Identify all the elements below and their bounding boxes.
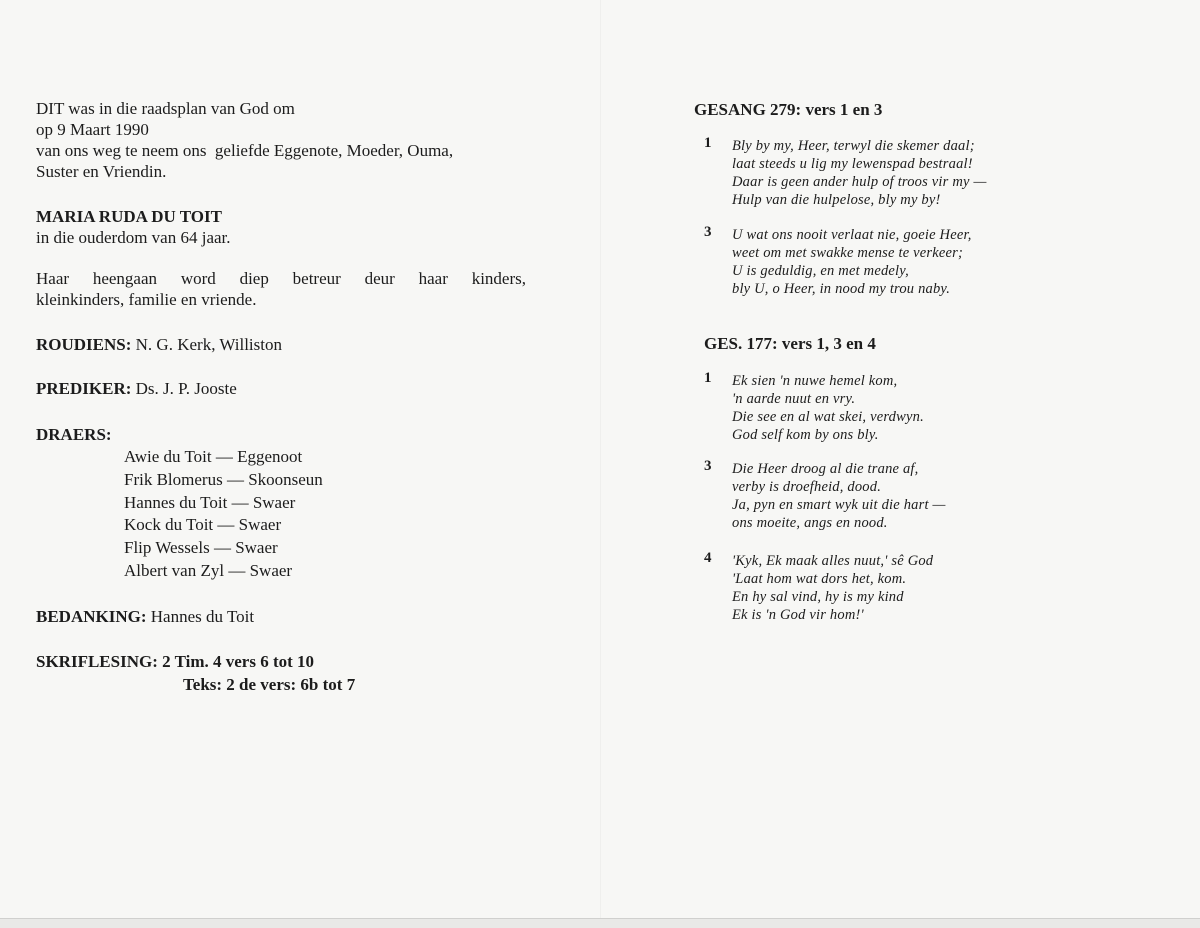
draers-heading: DRAERS:	[36, 425, 112, 444]
roudiens-label: ROUDIENS:	[36, 335, 132, 354]
teks-line: Teks: 2 de vers: 6b tot 7	[183, 675, 356, 694]
mourning-line: kleinkinders, familie en vriende.	[36, 290, 257, 309]
verse-line: U is geduldig, en met medely,	[732, 263, 909, 279]
bearer-item: Awie du Toit — Eggenoot	[124, 447, 303, 466]
verse-number: 3	[704, 224, 712, 240]
verse-line: Die see en al wat skei, verdwyn.	[732, 409, 924, 425]
verse-line: God self kom by ons bly.	[732, 427, 879, 443]
verse-line: U wat ons nooit verlaat nie, goeie Heer,	[732, 227, 972, 243]
hymn2-title: GES. 177: vers 1, 3 en 4	[704, 334, 876, 353]
prediker-row	[36, 378, 237, 399]
bearer-item: Hannes du Toit — Swaer	[124, 492, 296, 512]
verse-line: En hy sal vind, hy is my kind	[732, 589, 904, 605]
verse-number: 3	[704, 458, 712, 474]
skriflesing-label: SKRIFLESING:	[36, 652, 158, 671]
verse-line: Daar is geen ander hulp of troos vir my —	[732, 174, 987, 190]
skriflesing-value: 2 Tim. 4 vers 6 tot 10	[162, 652, 315, 671]
deceased-name: MARIA RUDA DU TOIT	[36, 207, 222, 226]
verse-number: 1	[704, 370, 712, 386]
bearers-list	[124, 446, 323, 583]
verse-line: Ek is 'n God vir hom!'	[732, 607, 864, 623]
bedanking-row	[36, 606, 254, 627]
bearer-item: Flip Wessels — Swaer	[124, 538, 278, 558]
mourning-line: Haar heengaan word diep betreur deur haar kinders,	[36, 269, 526, 288]
verse-line: Ek sien 'n nuwe hemel kom,	[732, 373, 898, 389]
verse-line: ons moeite, angs en nood.	[732, 515, 888, 531]
page-fold	[600, 0, 601, 927]
bedanking-value: Hannes du Toit	[150, 607, 255, 626]
verse-line: bly U, o Heer, in nood my trou naby.	[732, 281, 951, 297]
verse-line: verby is droefheid, dood.	[732, 479, 882, 495]
verse-line: Die Heer droog al die trane af,	[732, 461, 919, 477]
intro-line: van ons weg te neem ons geliefde Eggenote, Moeder, Ouma,	[36, 141, 454, 160]
verse-number: 4	[704, 550, 712, 566]
verse-line: 'Kyk, Ek maak alles nuut,' sê God	[732, 553, 934, 569]
roudiens-value: N. G. Kerk, Williston	[135, 335, 282, 354]
intro-line: DIT was in die raadsplan van God om	[36, 99, 295, 118]
verse-line: weet om met swakke mense te verkeer;	[732, 245, 964, 261]
roudiens-row	[36, 334, 282, 355]
verse-line: Bly by my, Heer, terwyl die skemer daal;	[732, 138, 975, 154]
bedanking-label: BEDANKING:	[36, 607, 147, 626]
verse-line: Hulp van die hulpelose, bly my by!	[732, 192, 941, 208]
deceased-block	[36, 206, 231, 248]
verse-line: 'n aarde nuut en vry.	[732, 391, 856, 407]
hymn1-title: GESANG 279: vers 1 en 3	[694, 100, 883, 119]
bearer-item: Frik Blomerus — Skoonseun	[124, 469, 323, 489]
verse-line: Ja, pyn en smart wyk uit die hart —	[732, 497, 946, 513]
intro-line: op 9 Maart 1990	[36, 120, 149, 139]
bearer-item: Albert van Zyl — Swaer	[124, 560, 293, 580]
skriflesing-row	[36, 651, 314, 672]
intro-text	[36, 98, 453, 182]
intro-line: Suster en Vriendin.	[36, 162, 167, 181]
prediker-label: PREDIKER:	[36, 379, 132, 398]
deceased-age: in die ouderdom van 64 jaar.	[36, 228, 231, 247]
bearer-item: Kock du Toit — Swaer	[124, 515, 282, 535]
draers-label	[36, 424, 112, 445]
mourning-text	[36, 268, 536, 310]
verse-number: 1	[704, 135, 712, 151]
verse-line: laat steeds u lig my lewenspad bestraal!	[732, 156, 973, 172]
verse-line: 'Laat hom wat dors het, kom.	[732, 571, 907, 587]
prediker-value: Ds. J. P. Jooste	[135, 379, 237, 398]
